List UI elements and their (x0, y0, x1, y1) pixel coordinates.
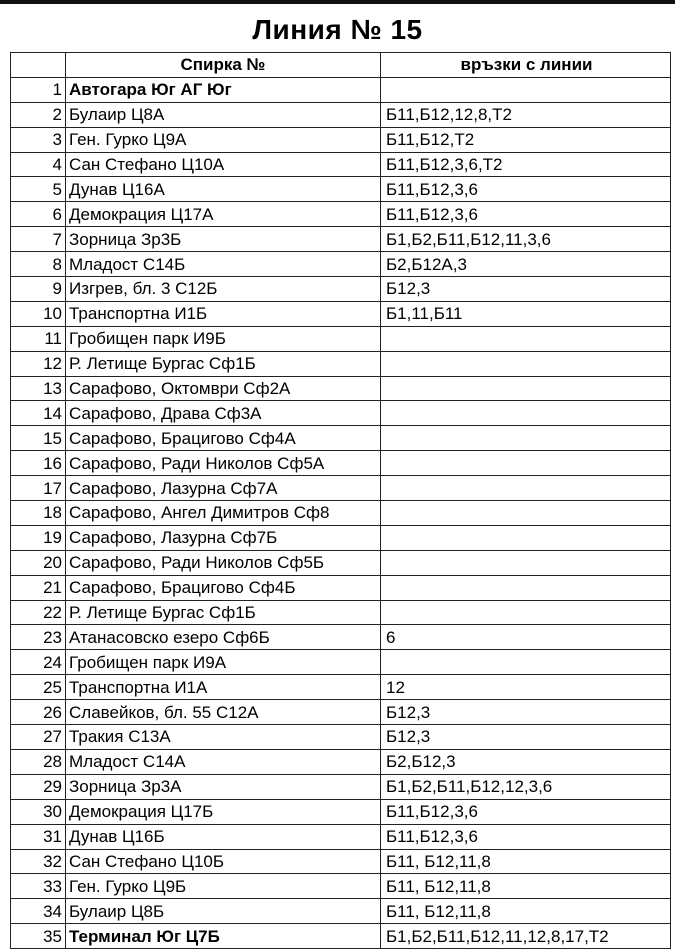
row-number: 5 (11, 177, 66, 202)
page-title: Линия № 15 (252, 14, 423, 45)
table-row (11, 675, 671, 700)
table-row (11, 301, 671, 326)
table-body (11, 77, 671, 948)
line-connections (381, 575, 671, 600)
line-connections: Б11,Б12,3,6 (381, 202, 671, 227)
row-number: 1 (11, 77, 66, 102)
stop-name: Сан Стефано Ц10А (66, 152, 381, 177)
line-connections: Б11, Б12,11,8 (381, 899, 671, 924)
table-row (11, 899, 671, 924)
line-connections (381, 326, 671, 351)
line-connections: Б11, Б12,11,8 (381, 874, 671, 899)
table-row (11, 924, 671, 949)
table-row (11, 202, 671, 227)
stop-name: Дунав Ц16Б (66, 824, 381, 849)
row-number: 24 (11, 650, 66, 675)
stop-name: Демокрация Ц17Б (66, 799, 381, 824)
row-number: 33 (11, 874, 66, 899)
table-row (11, 824, 671, 849)
row-number: 15 (11, 426, 66, 451)
stop-name: Атанасовско езеро Сф6Б (66, 625, 381, 650)
table-row (11, 725, 671, 750)
row-number: 30 (11, 799, 66, 824)
line-connections (381, 351, 671, 376)
line-connections: Б11,Б12,3,6 (381, 824, 671, 849)
line-connections: Б11,Б12,3,6 (381, 177, 671, 202)
table-row (11, 376, 671, 401)
route-stops-table (10, 52, 671, 949)
stop-name: Гробищен парк И9А (66, 650, 381, 675)
table-row (11, 326, 671, 351)
line-connections: Б1,Б2,Б11,Б12,11,12,8,17,Т2 (381, 924, 671, 949)
line-connections: Б2,Б12А,3 (381, 252, 671, 277)
stop-name: Гробищен парк И9Б (66, 326, 381, 351)
stop-name: Младост С14Б (66, 252, 381, 277)
row-number: 20 (11, 550, 66, 575)
table-row (11, 277, 671, 302)
row-number: 17 (11, 476, 66, 501)
stop-name: Сарафово, Лазурна Сф7А (66, 476, 381, 501)
stop-name: Демокрация Ц17А (66, 202, 381, 227)
table-row (11, 774, 671, 799)
line-connections: Б12,3 (381, 700, 671, 725)
row-number: 16 (11, 451, 66, 476)
stop-name: Р. Летище Бургас Сф1Б (66, 351, 381, 376)
line-connections: Б12,3 (381, 725, 671, 750)
line-connections: Б1,11,Б11 (381, 301, 671, 326)
stop-name: Сарафово, Драва Сф3А (66, 401, 381, 426)
row-number: 34 (11, 899, 66, 924)
line-connections: Б12,3 (381, 277, 671, 302)
table-row (11, 575, 671, 600)
table-row (11, 749, 671, 774)
stop-name: Сарафово, Брацигово Сф4Б (66, 575, 381, 600)
stop-name: Транспортна И1Б (66, 301, 381, 326)
row-number: 32 (11, 849, 66, 874)
line-connections (381, 501, 671, 526)
stop-name: Сан Стефано Ц10Б (66, 849, 381, 874)
line-connections (381, 451, 671, 476)
header-stop: Спирка № (66, 53, 381, 78)
table-row (11, 550, 671, 575)
table-row (11, 525, 671, 550)
line-connections (381, 476, 671, 501)
row-number: 22 (11, 600, 66, 625)
table-row (11, 351, 671, 376)
table-row (11, 600, 671, 625)
row-number: 19 (11, 525, 66, 550)
table-row (11, 152, 671, 177)
row-number: 3 (11, 127, 66, 152)
line-connections: Б11,Б12,3,6 (381, 799, 671, 824)
line-connections (381, 550, 671, 575)
line-connections: Б1,Б2,Б11,Б12,12,3,6 (381, 774, 671, 799)
stop-name: Ген. Гурко Ц9А (66, 127, 381, 152)
table-row (11, 451, 671, 476)
row-number: 13 (11, 376, 66, 401)
row-number: 9 (11, 277, 66, 302)
line-connections (381, 426, 671, 451)
header-links: връзки с линии (381, 53, 671, 78)
row-number: 25 (11, 675, 66, 700)
table-row (11, 127, 671, 152)
table-row (11, 77, 671, 102)
row-number: 35 (11, 924, 66, 949)
table-row (11, 650, 671, 675)
table-row (11, 874, 671, 899)
row-number: 6 (11, 202, 66, 227)
stop-name: Сарафово, Ради Николов Сф5Б (66, 550, 381, 575)
table-row (11, 799, 671, 824)
stop-name: Ген. Гурко Ц9Б (66, 874, 381, 899)
stop-name: Сарафово, Ради Николов Сф5А (66, 451, 381, 476)
table-row (11, 401, 671, 426)
table-row (11, 227, 671, 252)
line-connections (381, 77, 671, 102)
table-header-row (11, 53, 671, 78)
row-number: 12 (11, 351, 66, 376)
line-connections (381, 600, 671, 625)
row-number: 26 (11, 700, 66, 725)
row-number: 11 (11, 326, 66, 351)
stop-name: Дунав Ц16А (66, 177, 381, 202)
table-row (11, 476, 671, 501)
row-number: 18 (11, 501, 66, 526)
stop-name: Зорница Зр3А (66, 774, 381, 799)
stop-name: Сарафово, Лазурна Сф7Б (66, 525, 381, 550)
row-number: 21 (11, 575, 66, 600)
line-connections: Б11,Б12,12,8,Т2 (381, 102, 671, 127)
line-connections: Б2,Б12,3 (381, 749, 671, 774)
row-number: 8 (11, 252, 66, 277)
table-row (11, 625, 671, 650)
stop-name: Тракия С13А (66, 725, 381, 750)
table-row (11, 102, 671, 127)
row-number: 2 (11, 102, 66, 127)
row-number: 29 (11, 774, 66, 799)
stop-name: Изгрев, бл. 3 С12Б (66, 277, 381, 302)
row-number: 7 (11, 227, 66, 252)
row-number: 28 (11, 749, 66, 774)
line-connections (381, 376, 671, 401)
line-connections: Б11,Б12,3,6,Т2 (381, 152, 671, 177)
top-edge-bar (0, 0, 675, 4)
stop-name: Автогара Юг АГ Юг (66, 77, 381, 102)
stop-name: Славейков, бл. 55 С12А (66, 700, 381, 725)
line-connections: 6 (381, 625, 671, 650)
stop-name: Транспортна И1А (66, 675, 381, 700)
row-number: 23 (11, 625, 66, 650)
table-row (11, 849, 671, 874)
line-connections: Б11, Б12,11,8 (381, 849, 671, 874)
table-row (11, 700, 671, 725)
line-connections (381, 650, 671, 675)
stop-name: Сарафово, Брацигово Сф4А (66, 426, 381, 451)
stop-name: Терминал Юг Ц7Б (66, 924, 381, 949)
stop-name: Булаир Ц8Б (66, 899, 381, 924)
line-connections (381, 525, 671, 550)
stop-name: Р. Летище Бургас Сф1Б (66, 600, 381, 625)
header-number (11, 53, 66, 78)
row-number: 27 (11, 725, 66, 750)
table-row (11, 177, 671, 202)
stop-name: Младост С14А (66, 749, 381, 774)
table-row (11, 501, 671, 526)
stop-name: Сарафово, Ангел Димитров Сф8 (66, 501, 381, 526)
stop-name: Зорница Зр3Б (66, 227, 381, 252)
row-number: 4 (11, 152, 66, 177)
stop-name: Сарафово, Октомври Сф2А (66, 376, 381, 401)
table-row (11, 426, 671, 451)
line-connections (381, 401, 671, 426)
stop-name: Булаир Ц8А (66, 102, 381, 127)
table-row (11, 252, 671, 277)
line-connections: 12 (381, 675, 671, 700)
row-number: 31 (11, 824, 66, 849)
row-number: 14 (11, 401, 66, 426)
line-connections: Б11,Б12,Т2 (381, 127, 671, 152)
line-connections: Б1,Б2,Б11,Б12,11,3,6 (381, 227, 671, 252)
row-number: 10 (11, 301, 66, 326)
